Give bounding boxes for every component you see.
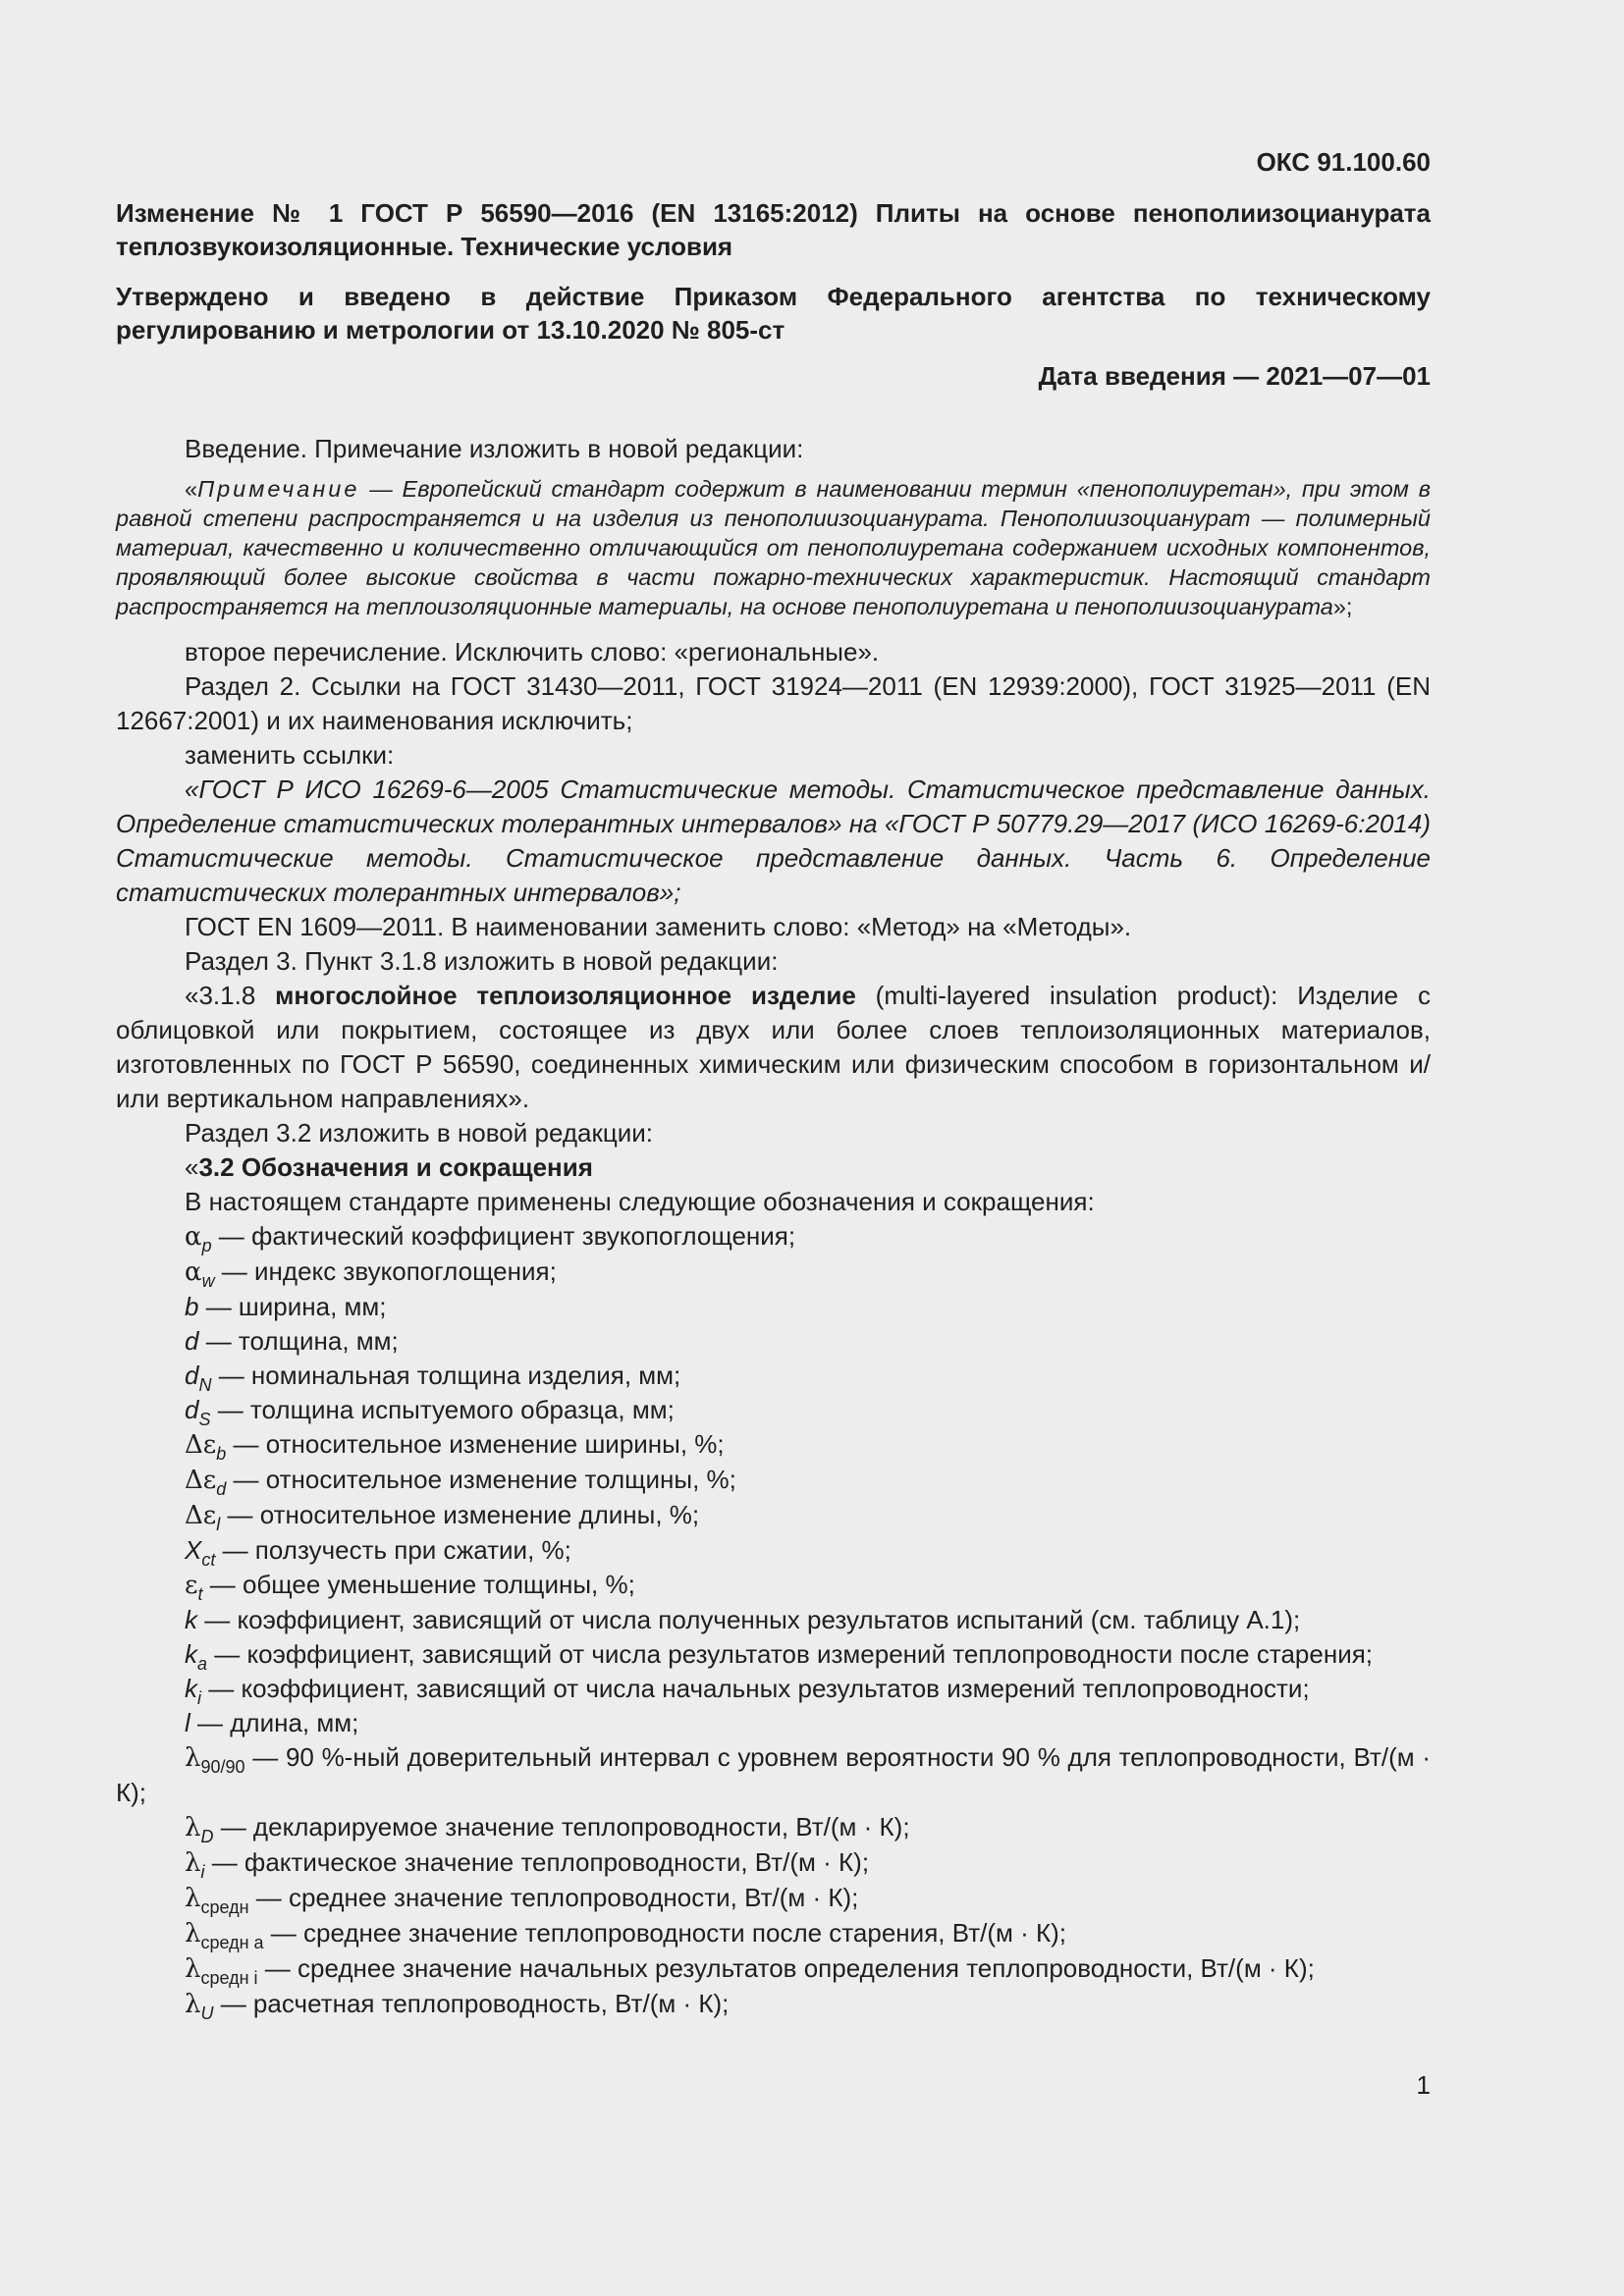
symbol-item [116,1810,1431,1845]
symbol-description: — толщина испытуемого образца, мм; [210,1395,675,1424]
symbol-letter: α [185,1257,202,1287]
symbol-subscript: средн i [200,1968,258,1988]
symbol-item [116,1255,1431,1290]
symbol-letter: λ [185,1884,201,1913]
symbol-item [116,1916,1431,1951]
symbol-description: — коэффициент, зависящий от числа начальных результатов измерений теплопроводности; [201,1674,1310,1703]
symbol-description: — декларируемое значение теплопроводности, Вт/(м · К); [213,1812,910,1842]
heading-open-quote: « [185,1152,199,1182]
definition-term: многослойное теплоизоляционное изделие [275,981,856,1010]
oks-code: ОКС 91.100.60 [1256,147,1431,177]
symbol-subscript: i [200,1862,205,1882]
symbol-item [116,1219,1431,1255]
note-text: — Европейский стандарт содержит в наименовании термин «пенополиуретан», при этом в равной степени распространяется и на изделия из пенополиизоцианурата. Пенополиизоцианурат — полимерный материал, качественно и количественно отличающийся от пенополиуретана содержанием исходных компонентов, проявляющий более высокие свойства в части пожарно-технических характеристик. Настоящий стандарт распространяется на теплоизоляционные материалы, на основе пенополиуретана и пенополиизоцианурата [116,476,1431,619]
symbol-letter: d [185,1395,199,1424]
introduction-date: Дата введения — 2021—07—01 [1038,361,1431,391]
heading-32-title: 3.2 Обозначения и сокращения [198,1152,593,1182]
symbol-item [116,1463,1431,1498]
document-body [116,432,1431,2022]
symbol-letter: k [185,1605,197,1634]
page-number: 1 [1416,2070,1431,2100]
symbol-item [116,1706,1431,1740]
symbol-letter: Δε [185,1430,217,1460]
note-paragraph [116,474,1431,621]
symbol-item [116,1324,1431,1359]
symbol-description: — коэффициент, зависящий от числа результатов измерений теплопроводности после старения; [207,1639,1374,1669]
document-page [116,0,1431,2296]
symbol-item [116,1290,1431,1324]
symbol-subscript: 90/90 [200,1757,245,1777]
approval-statement: Утверждено и введено в действие Приказом Федерального агентства по техническому регулированию и метрологии от 13.10.2020 № 805-ст [116,282,1431,345]
symbol-description: — относительное изменение длины, %; [220,1500,700,1529]
symbol-description: — общее уменьшение толщины, %; [202,1570,635,1599]
document-title: Изменение № 1 ГОСТ Р 56590—2016 (EN 13165:2012) Плиты на основе пенополиизоцианурата теплозвукоизоляционные. Технические условия [116,198,1431,261]
symbol-description: — индекс звукопоглощения; [214,1256,557,1286]
symbol-subscript: D [200,1827,214,1846]
note-label: Примечание [197,476,360,502]
paragraph-definition-318 [116,979,1431,1116]
symbol-item [116,1987,1431,2022]
paragraph-replace-refs: заменить ссылки: [185,740,395,770]
symbol-letter: d [185,1326,199,1356]
symbol-description: — относительное изменение ширины, %; [226,1429,725,1459]
symbols-list [116,1219,1431,2022]
paragraph-refs-italic: «ГОСТ Р ИСО 16269-6—2005 Статистические методы. Статистическое представление данных. Определение статистических толерантных интервалов» на «ГОСТ Р 50779.29—2017 (ИСО 16269-6:2014) Статистические методы. Статистическое представление данных. Часть 6. Определение статистических толерантных интервалов»; [116,774,1431,907]
symbol-description: — 90 %-ный доверительный интервал с уровнем вероятности 90 % для теплопроводности, Вт/(м · К); [116,1742,1431,1807]
symbol-letter: λ [185,1813,201,1842]
symbol-subscript: l [216,1515,221,1534]
symbol-letter: d [185,1361,199,1390]
symbol-subscript: средн [200,1897,249,1917]
symbol-subscript: d [216,1479,227,1499]
symbol-item [116,1637,1431,1672]
symbol-description: — фактический коэффициент звукопоглощения; [211,1221,796,1251]
symbol-description: — ширина, мм; [198,1292,387,1321]
note-close-quote: »; [1332,594,1353,619]
symbol-item [116,1359,1431,1393]
symbol-subscript: w [201,1271,215,1291]
symbol-description: — фактическое значение теплопроводности, Вт/(м · К); [204,1847,870,1877]
symbol-subscript: t [197,1584,203,1604]
symbol-subscript: ct [201,1550,216,1570]
paragraph-second-item: второе перечисление. Исключить слово: «региональные». [185,637,880,667]
symbol-subscript: b [216,1444,227,1464]
symbol-letter: k [185,1674,197,1703]
symbol-letter: X [185,1535,202,1565]
symbol-item [116,1881,1431,1916]
symbol-description: — среднее значение теплопроводности после старения, Вт/(м · К); [263,1918,1066,1948]
paragraph-section-3: Раздел 3. Пункт 3.1.8 изложить в новой редакции: [185,946,779,976]
symbol-item [116,1603,1431,1637]
symbol-letter: λ [185,1954,201,1984]
symbol-subscript: средн a [200,1933,264,1952]
symbol-item [116,1533,1431,1568]
symbol-description: — ползучесть при сжатии, %; [215,1535,571,1565]
symbol-subscript: a [197,1654,208,1674]
symbol-subscript: i [197,1688,201,1708]
symbol-subscript: S [198,1410,211,1429]
symbol-letter: b [185,1292,199,1321]
paragraph-gost-en: ГОСТ EN 1609—2011. В наименовании заменить слово: «Метод» на «Методы». [185,912,1132,941]
symbol-description: — расчетная теплопроводность, Вт/(м · К); [213,1989,730,2018]
symbol-description: — длина, мм; [189,1708,359,1737]
symbol-subscript: N [198,1375,212,1395]
symbol-letter: ε [185,1571,198,1600]
symbol-letter: λ [185,1848,201,1878]
symbol-description: — толщина, мм; [198,1326,399,1356]
symbol-description: — среднее значение начальных результатов определения теплопроводности, Вт/(м · К); [257,1953,1315,1983]
symbol-item [116,1568,1431,1603]
symbol-letter: Δε [185,1466,217,1495]
symbol-subscript: U [200,2003,214,2023]
symbol-item [116,1498,1431,1533]
heading-32 [116,1150,1431,1185]
symbol-letter: α [185,1222,202,1252]
paragraph-section-32: Раздел 3.2 изложить в новой редакции: [185,1118,654,1148]
symbol-letter: λ [185,1743,201,1773]
paragraph-intro: Введение. Примечание изложить в новой редакции: [185,434,804,463]
symbol-description: — номинальная толщина изделия, мм; [211,1361,681,1390]
symbol-letter: λ [185,1919,201,1949]
note-open-quote: « [185,476,198,502]
symbol-letter: Δε [185,1501,217,1530]
symbol-item [116,1951,1431,1987]
symbol-subscript: p [201,1236,212,1255]
definition-text: (multi-layered insulation product): Изделие с облицовкой или покрытием, состоящее из двух или более слоев теплоизоляционных материалов, изготовленных по ГОСТ Р 56590, соединенных химическим или физическим способом в горизонтальном и/или вертикальном направлениях». [116,981,1432,1113]
symbol-description: — относительное изменение толщины, %; [226,1465,736,1494]
symbol-item [116,1427,1431,1463]
paragraph-section-2: Раздел 2. Ссылки на ГОСТ 31430—2011, ГОСТ 31924—2011 (EN 12939:2000), ГОСТ 31925—2011 (EN 12667:2001) и их наименования исключить; [116,671,1431,735]
symbol-item [116,1393,1431,1427]
definition-number: «3.1.8 [185,981,276,1010]
symbol-letter: k [185,1639,197,1669]
symbol-letter: λ [185,1990,201,2019]
symbol-item [116,1740,1431,1810]
symbol-item [116,1672,1431,1706]
symbol-item [116,1845,1431,1881]
symbol-description: — коэффициент, зависящий от числа полученных результатов испытаний (см. таблицу А.1); [197,1605,1301,1634]
paragraph-symbols-intro: В настоящем стандарте применены следующие обозначения и сокращения: [185,1187,1095,1216]
symbol-description: — среднее значение теплопроводности, Вт/(м · К); [248,1883,859,1912]
symbol-letter: l [185,1708,190,1737]
